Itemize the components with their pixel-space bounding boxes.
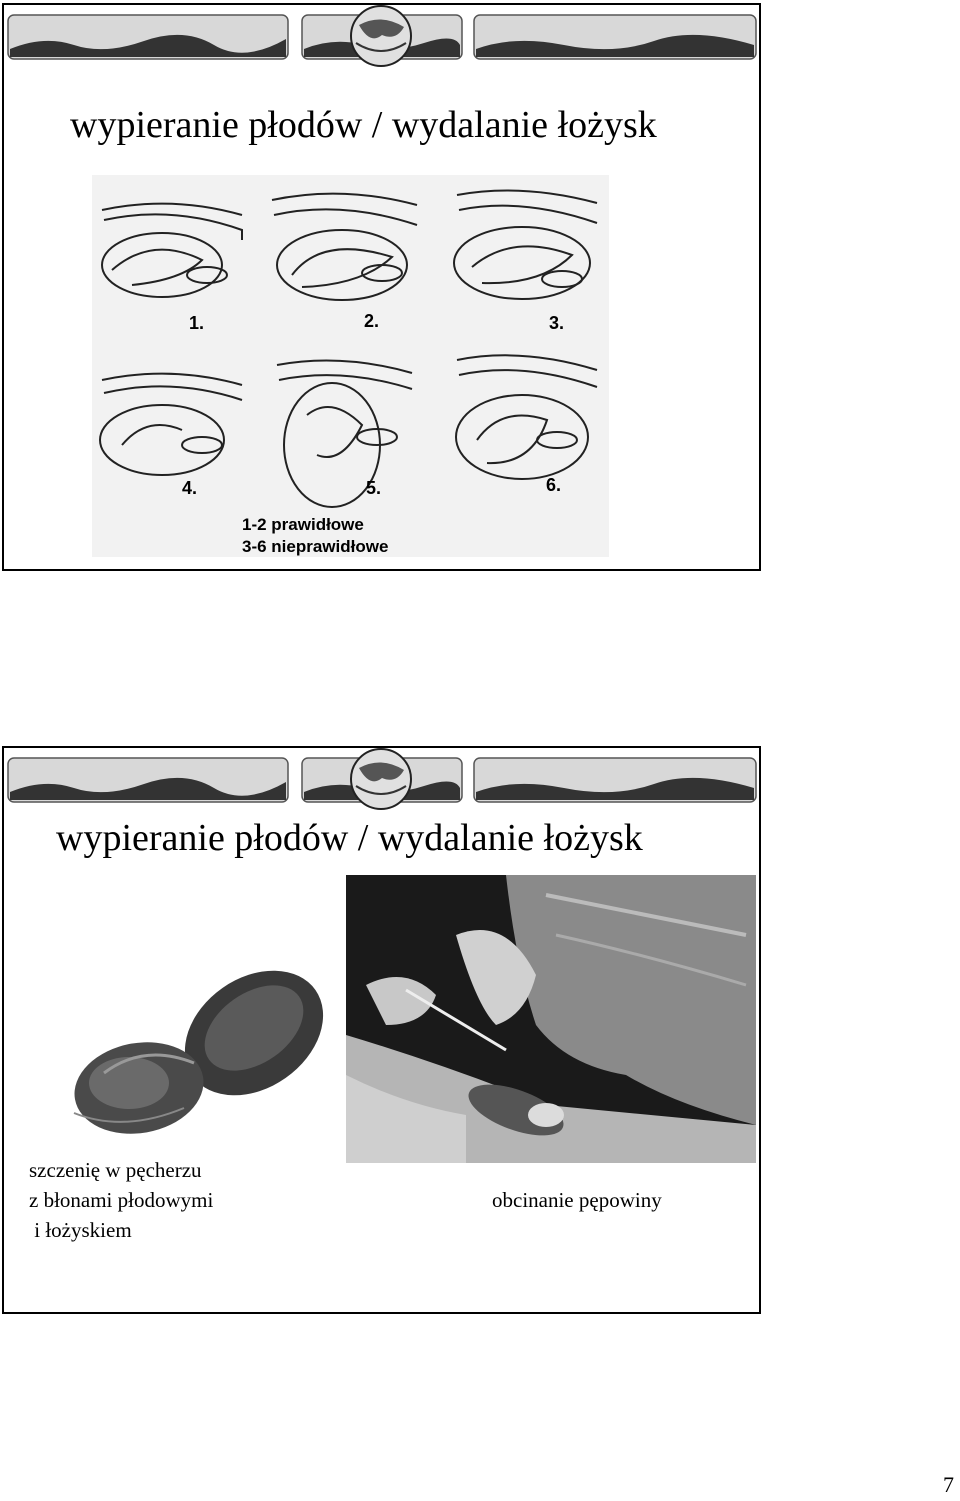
header-banner: [4, 5, 759, 67]
puppy-in-sac-photo: [44, 923, 339, 1143]
cutting-umbilical-cord-photo: [346, 875, 756, 1163]
left-caption-line-1: szczenię w pęcherzu: [29, 1158, 202, 1182]
legend-abnormal: 3-6 nieprawidłowe: [242, 537, 389, 556]
right-caption: obcinanie pępowiny: [492, 1188, 662, 1212]
panel-number-3: 3.: [549, 313, 565, 333]
left-caption-line-3: i łożyskiem: [29, 1218, 132, 1242]
left-caption-line-2: z błonami płodowymi: [29, 1188, 214, 1212]
legend-normal: 1-2 prawidłowe: [242, 515, 364, 534]
fetal-position-diagram: [92, 175, 609, 557]
diagram-drawing: [92, 175, 609, 557]
panel-number-5: 5.: [366, 478, 382, 498]
panel-number-1: 1.: [189, 313, 205, 333]
slide-1: [2, 3, 761, 571]
slide-title: wypieranie płodów / wydalanie łożysk: [56, 817, 643, 859]
slide-2: [2, 746, 761, 1314]
header-banner: [4, 748, 759, 810]
panel-number-2: 2.: [364, 311, 380, 331]
page-number: 7: [943, 1472, 954, 1497]
panel-number-6: 6.: [546, 475, 562, 495]
left-caption: [29, 1155, 213, 1245]
panel-number-4: 4.: [182, 478, 198, 498]
slide-title: wypieranie płodów / wydalanie łożysk: [70, 104, 657, 146]
